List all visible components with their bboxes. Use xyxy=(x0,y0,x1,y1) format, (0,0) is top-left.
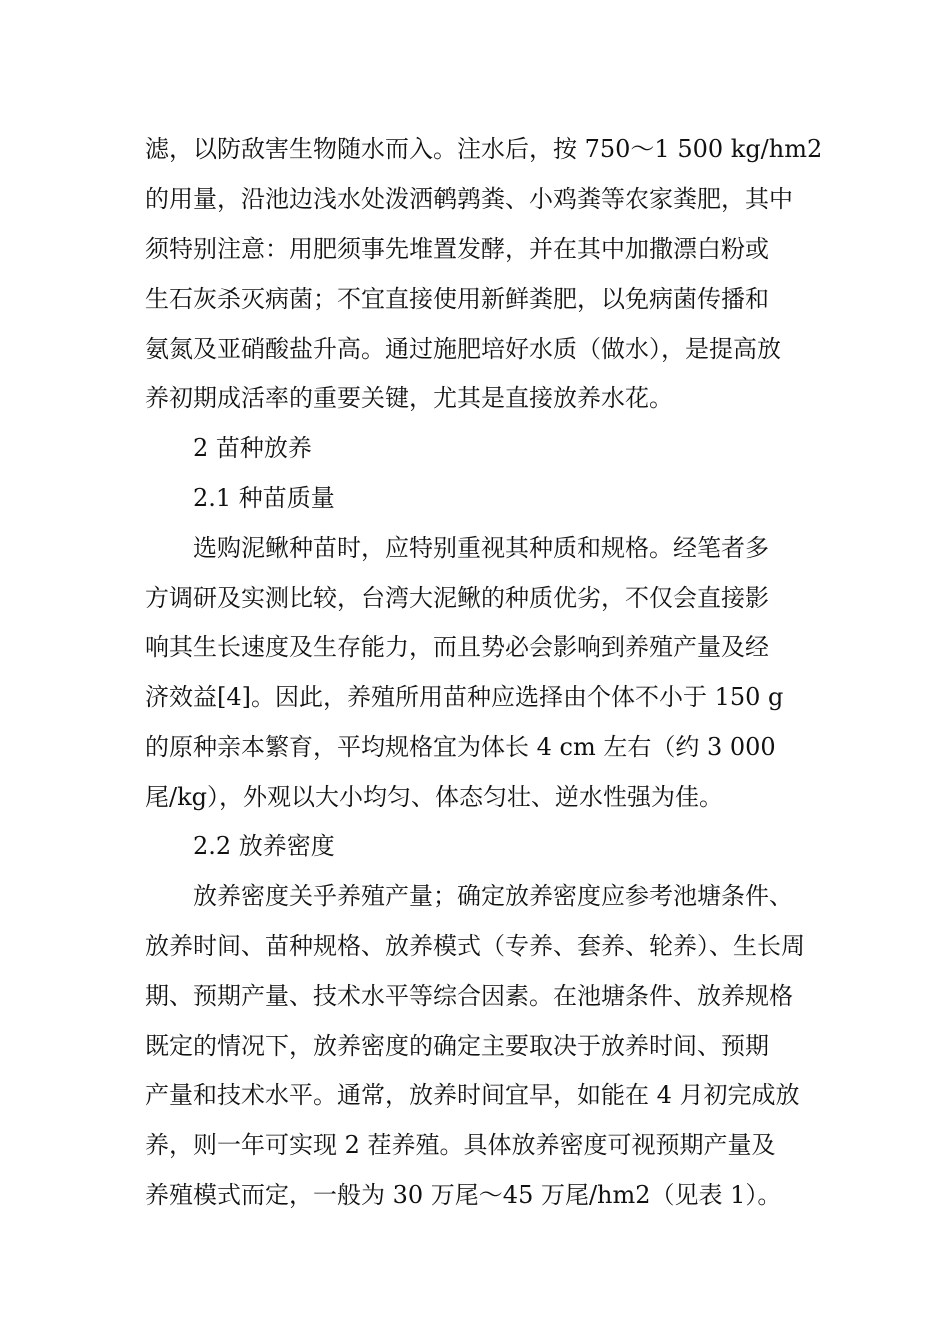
text-line: 产量和技术水平。通常，放养时间宜早，如能在 4 月初完成放 xyxy=(145,1081,800,1109)
text-line: 放养时间、苗种规格、放养模式（专养、套养、轮养）、生长周 xyxy=(145,932,805,960)
text-line: 生石灰杀灭病菌；不宜直接使用新鲜粪肥，以免病菌传播和 xyxy=(145,285,769,313)
subsection-heading: 2.2 放养密度 xyxy=(193,832,335,860)
text-line: 期、预期产量、技术水平等综合因素。在池塘条件、放养规格 xyxy=(145,982,793,1010)
text-line: 的用量，沿池边浅水处泼洒鹌鹑粪、小鸡粪等农家粪肥，其中 xyxy=(145,185,793,213)
text-line: 响其生长速度及生存能力，而且势必会影响到养殖产量及经 xyxy=(145,633,769,661)
text-line: 尾/kg），外观以大小均匀、体态匀壮、逆水性强为佳。 xyxy=(145,783,723,811)
text-line: 的原种亲本繁育，平均规格宜为体长 4 cm 左右（约 3 000 xyxy=(145,733,776,761)
section-heading: 2 苗种放养 xyxy=(193,434,312,462)
text-line: 氨氮及亚硝酸盐升高。通过施肥培好水质（做水），是提高放 xyxy=(145,335,781,363)
text-line: 须特别注意：用肥须事先堆置发酵，并在其中加撒漂白粉或 xyxy=(145,235,769,263)
text-line: 养，则一年可实现 2 茬养殖。具体放养密度可视预期产量及 xyxy=(145,1131,776,1159)
text-line: 选购泥鳅种苗时，应特别重视其种质和规格。经笔者多 xyxy=(193,534,769,562)
text-line: 既定的情况下，放养密度的确定主要取决于放养时间、预期 xyxy=(145,1032,769,1060)
subsection-heading: 2.1 种苗质量 xyxy=(193,484,335,512)
text-line: 济效益[4]。因此，养殖所用苗种应选择由个体不小于 150 g xyxy=(145,683,784,711)
text-line: 方调研及实测比较，台湾大泥鳅的种质优劣，不仅会直接影 xyxy=(145,584,769,612)
text-line: 养初期成活率的重要关键，尤其是直接放养水花。 xyxy=(145,384,673,412)
text-line: 放养密度关乎养殖产量；确定放养密度应参考池塘条件、 xyxy=(193,882,793,910)
text-line: 养殖模式而定，一般为 30 万尾～45 万尾/hm2（见表 1）。 xyxy=(145,1181,782,1209)
text-line: 滤，以防敌害生物随水而入。注水后，按 750～1 500 kg/hm2 xyxy=(145,135,823,163)
